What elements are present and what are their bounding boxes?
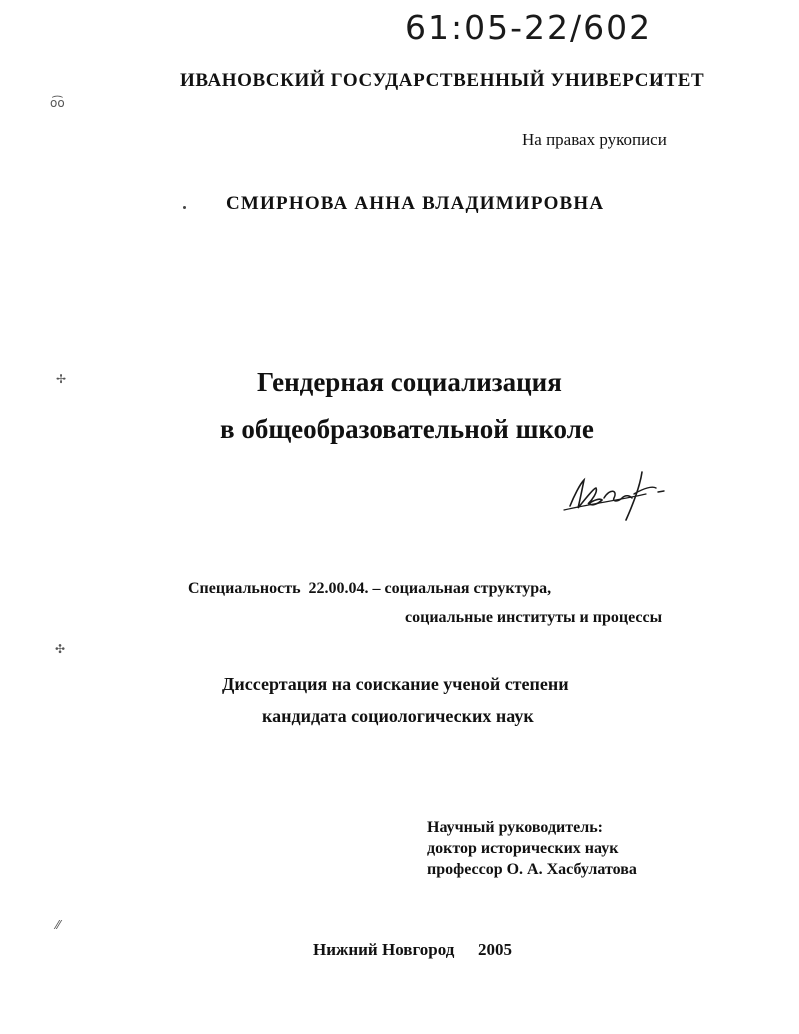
manuscript-note: На правах рукописи (522, 130, 667, 149)
archive-number: 61:05-22/602 (405, 8, 653, 47)
author-name: СМИРНОВА АННА ВЛАДИМИРОВНА (226, 193, 605, 214)
supervisor-label: Научный руководитель: (427, 819, 603, 836)
city: Нижний Новгород (313, 940, 455, 959)
degree-line-2: кандидата социологических наук (262, 706, 534, 726)
stray-dot (183, 206, 186, 209)
specialty-line-1 (188, 580, 551, 598)
specialty-name-part-2: социальные институты и процессы (405, 609, 663, 626)
year: 2005 (478, 940, 512, 959)
thesis-title-line-1: Гендерная социализация (257, 367, 562, 397)
supervisor-name: профессор О. А. Хасбулатова (427, 861, 637, 878)
supervisor-degree: доктор исторических наук (427, 840, 619, 857)
thesis-title-line-2: в общеобразовательной школе (220, 414, 594, 444)
signature (560, 458, 670, 528)
specialty-label: Специальность (188, 580, 301, 597)
margin-mark: ✢ (56, 372, 67, 386)
margin-mark: ✣ (55, 642, 66, 656)
margin-mark: ⁄⁄ (56, 918, 61, 932)
margin-mark: ο͡ο (50, 96, 65, 110)
specialty-code: 22.00.04. (308, 580, 369, 597)
university-name: ИВАНОВСКИЙ ГОСУДАРСТВЕННЫЙ УНИВЕРСИТЕТ (180, 70, 705, 91)
specialty-name-part-1: – социальная структура, (372, 580, 552, 597)
degree-line-1: Диссертация на соискание ученой степени (222, 674, 569, 694)
